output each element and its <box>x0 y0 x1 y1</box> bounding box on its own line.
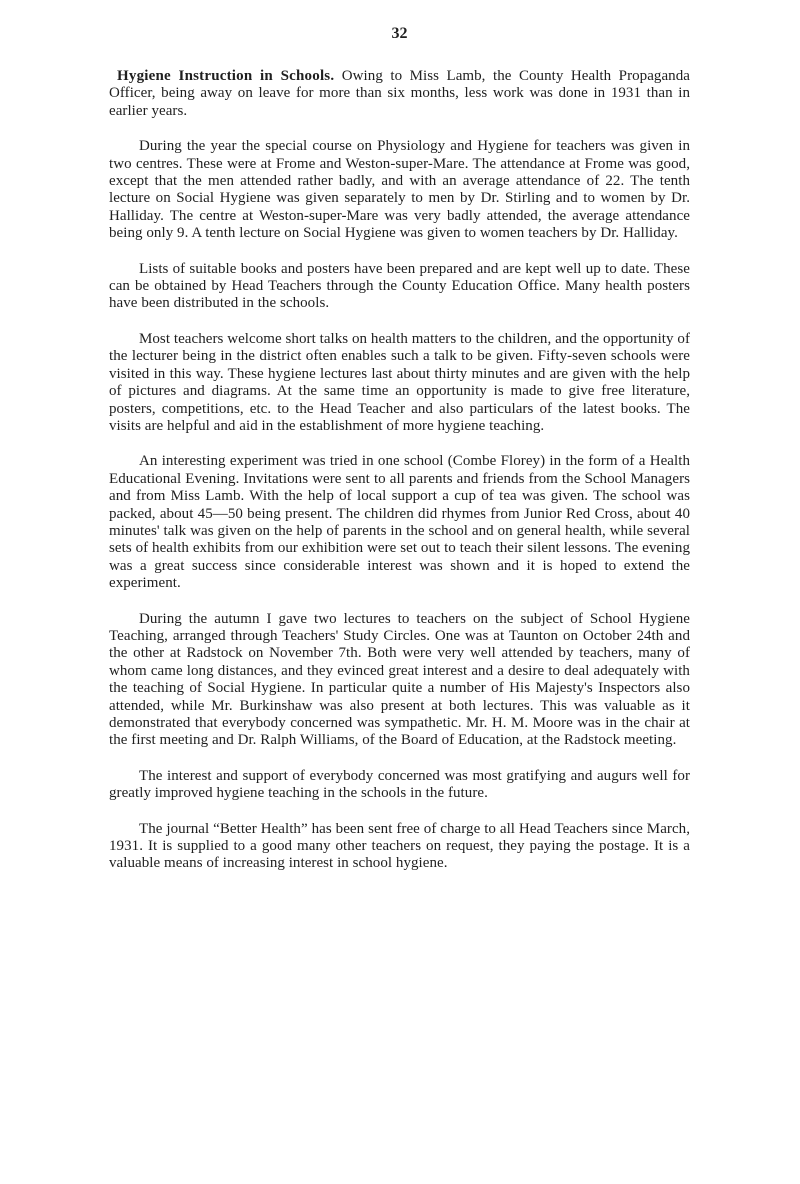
paragraph-2: During the year the special course on Physiology and Hygiene for teachers was given in two centres. These were at Frome and Weston-super-Mare. The attendance at Frome was good, except that the men attended rather badly, and with an average attendance of 22. The tenth lecture on Social Hygiene was given separately to men by Dr. Stirling and to women by Dr. Halliday. The centre at Weston-super-Mare was very badly attended, the average attendance being only 9. A tenth lecture on Social Hygiene was given to women teachers by Dr. Halliday. <box>109 138 690 242</box>
paragraph-3: Lists of suitable books and posters have been prepared and are kept well up to date. These can be obtained by Head Teachers through the County Education Office. Many health posters have been distributed in the schools. <box>109 260 690 312</box>
paragraph-7: The interest and support of everybody concerned was most gratifying and augurs well for greatly improved hygiene teaching in the schools in the future. <box>109 767 690 802</box>
section-heading: Hygiene Instruction in Schools. <box>117 68 335 84</box>
paragraph-1 <box>109 68 690 120</box>
paragraph-8: The journal “Better Health” has been sent free of charge to all Head Teachers since March, 1931. It is supplied to a good many other teachers on request, they paying the postage. It is a valuable means of increasing interest in school hygiene. <box>109 820 690 872</box>
paragraph-5: An interesting experiment was tried in one school (Combe Florey) in the form of a Health Educational Evening. Invitations were sent to all parents and friends from the School Managers and from Miss Lamb. With the help of local support a cup of tea was given. The school was packed, about 45—50 being present. The children did rhymes from Junior Red Cross, about 40 minutes' talk was given on the help of parents in the school and on general health, while several sets of health exhibits from our exhibition were set out to teach their silent lessons. The evening was a great success since considerable interest was shown and it is hoped to extend the experiment. <box>109 453 690 592</box>
paragraph-1-text: Owing to Miss Lamb, the County Health Propaganda Officer, being away on leave for more than six months, less work was done in 1931 than in earlier years. <box>109 68 690 119</box>
page-number: 32 <box>391 25 408 42</box>
paragraph-6: During the autumn I gave two lectures to teachers on the subject of School Hygiene Teaching, arranged through Teachers' Study Circles. One was at Taunton on October 24th and the other at Radstock on November 7th. Both were very well attended by teachers, many of whom came long distances, and they evinced great interest and a desire to deal adequately with the teaching of Social Hygiene. In particular quite a number of His Majesty's Inspectors also attended, while Mr. Burkinshaw was also present at both lectures. This was valuable as it demonstrated that everybody concerned was sympathetic. Mr. H. M. Moore was in the chair at the first meeting and Dr. Ralph Williams, of the Board of Education, at the Radstock meeting. <box>109 610 690 749</box>
paragraph-4: Most teachers welcome short talks on health matters to the children, and the opportunity of the lecturer being in the district often enables such a talk to be given. Fifty-seven schools were visited in this way. These hygiene lectures last about thirty minutes and are given with the help of pictures and diagrams. At the same time an opportunity is made to give free literature, posters, competitions, etc. to the Head Teacher and also particulars of the latest books. The visits are helpful and aid in the establishment of more hygiene teaching. <box>109 330 690 434</box>
